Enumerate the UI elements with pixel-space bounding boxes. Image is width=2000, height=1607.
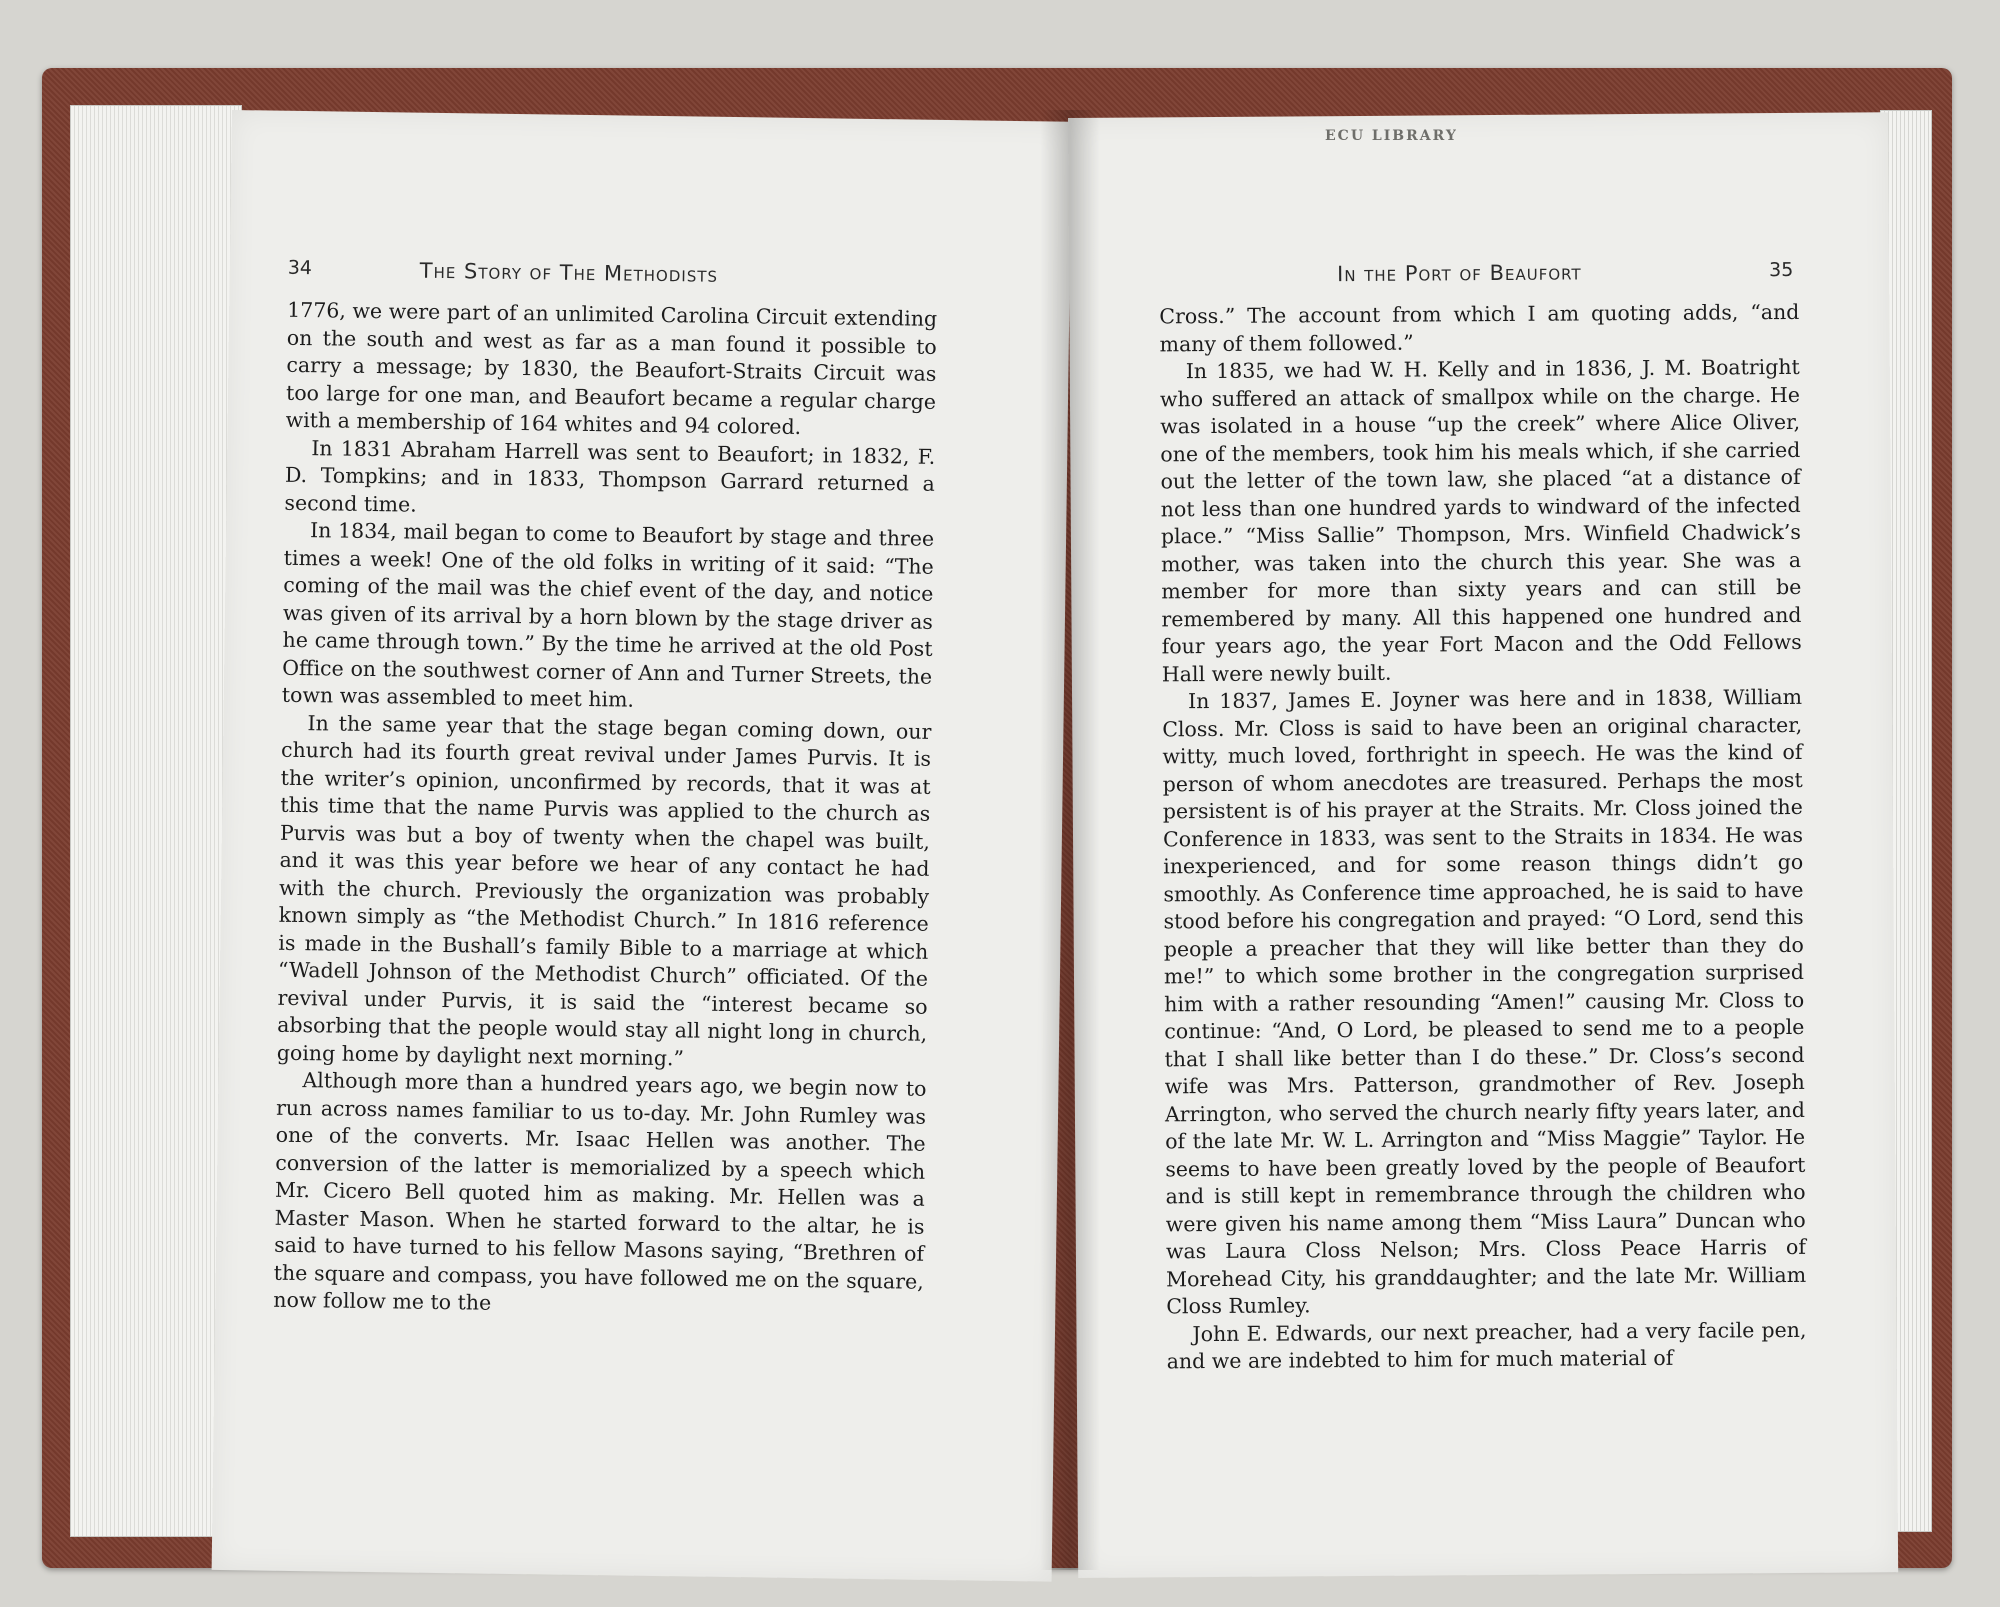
paragraph: In 1831 Abraham Harrell was sent to Beaufort; in 1832, F. D. Tompkins; and in 1833, Thompson Garrard returned a second time. <box>284 435 936 517</box>
left-page-body <box>273 297 937 1323</box>
page-number-right: 35 <box>1769 258 1794 282</box>
running-head-title-left: The Story of The Methodists <box>419 258 719 287</box>
left-page <box>212 110 1072 1582</box>
paragraph: Although more than a hundred years ago, we begin now to run across names familiar to us to-day. Mr. John Rumley was one of the converts. Mr. Isaac Hellen was another. The conversion of the latter is memorialized by a speech which Mr. Cicero Bell quoted him as making. Mr. Hellen was a Master Mason. When he started forward to the altar, he is said to have turned to his fellow Masons saying, “Brethren of the square and compass, you have followed me on the square, now follow me to the <box>273 1068 927 1315</box>
paragraph: John E. Edwards, our next preacher, had a very facile pen, and we are indebted to him for much material of <box>1166 1317 1807 1374</box>
paragraph: Cross.” The account from which I am quoting adds, “and many of them followed.” <box>1159 299 1800 356</box>
paragraph: 1776, we were part of an unlimited Carolina Circuit extending on the south and west as far as a man found it possible to carry a message; by 1830, the Beaufort-Straits Circuit was too large for one man, and Beaufort became a regular charge with a membership of 164 whites and 94 colored. <box>285 297 938 439</box>
paragraph: In 1834, mail began to come to Beaufort by stage and three times a week! One of the old folks in writing of it said: “The coming of the mail was the chief event of the day, and notice was given of its arrival by a horn blown by the stage driver as he came through town.” By the time he arrived at the old Post Office on the southwest corner of Ann and Turner Streets, the town was assembled to meet him. <box>281 518 935 712</box>
library-stamp: ECU LIBRARY <box>1325 128 1458 144</box>
running-head-right <box>1069 258 1889 287</box>
running-head-title-right: In the Port of Beaufort <box>1337 260 1582 287</box>
right-page-body <box>1159 299 1806 1376</box>
paragraph: In 1835, we had W. H. Kelly and in 1836, J. M. Boatright who suffered an attack of smallpox while on the charge. He was isolated in a house “up the creek” where Alice Oliver, one of the members, took him his meals which, if she carried out the letter of the town law, she placed “at a distance of not less than one hundred yards to windward of the infected place.” “Miss Sallie” Thompson, Mrs. Winfield Chadwick’s mother, was taken into the church this year. She was a member for more than sixty years and can still be remembered by many. All this happened one hundred and four years ago, the year Fort Macon and the Odd Fellows Hall were newly built. <box>1159 354 1802 686</box>
book-gutter <box>1040 110 1100 1570</box>
right-page <box>1068 112 1898 1578</box>
paragraph: In the same year that the stage began coming down, our church had its fourth great revival under James Purvis. It is the writer’s opinion, unconfirmed by records, that it was at this time that the name Purvis was applied to the church as Purvis was but a boy of twenty when the chapel was built, and it was this year before we hear of any contact he had with the church. Previously the organization was probably known simply as “the Methodist Church.” In 1816 reference is made in the Bushall’s family Bible to a marriage at which “Wadell Johnson of the Methodist Church” officiated. Of the revival under Purvis, it is said the “interest became so absorbing that the people would stay all night long in church, going home by daylight next morning.” <box>276 710 932 1070</box>
page-number-left: 34 <box>287 256 313 280</box>
running-head-left <box>230 256 1070 287</box>
paragraph: In 1837, James E. Joyner was here and in 1838, William Closs. Mr. Closs is said to have been an original character, witty, much loved, forthright in speech. He was the kind of person of whom anecdotes are treasured. Perhaps the most persistent is of his prayer at the Straits. Mr. Closs joined the Conference in 1833, was sent to the Straits in 1834. He was inexperienced, and for some reason things didn’t go smoothly. As Conference time approached, he is said to have stood before his congregation and prayed: “O Lord, send this people a preacher that they will like better than they do me!” to which some brother in the congregation surprised him with a rather resounding “Amen!” causing Mr. Closs to continue: “And, O Lord, be pleased to send me to a people that I shall like better than I do these.” Dr. Closs’s second wife was Mrs. Patterson, grandmother of Rev. Joseph Arrington, who served the church nearly fifty years later, and of the late Mr. W. L. Arrington and “Miss Maggie” Taylor. He seems to have been greatly loved by the people of Beaufort and is still kept in remembrance through the children who were given his name among them “Miss Laura” Duncan who was Laura Closs Nelson; Mrs. Closs Peace Harris of Morehead City, his granddaughter; and the late Mr. William Closs Rumley. <box>1162 684 1807 1319</box>
